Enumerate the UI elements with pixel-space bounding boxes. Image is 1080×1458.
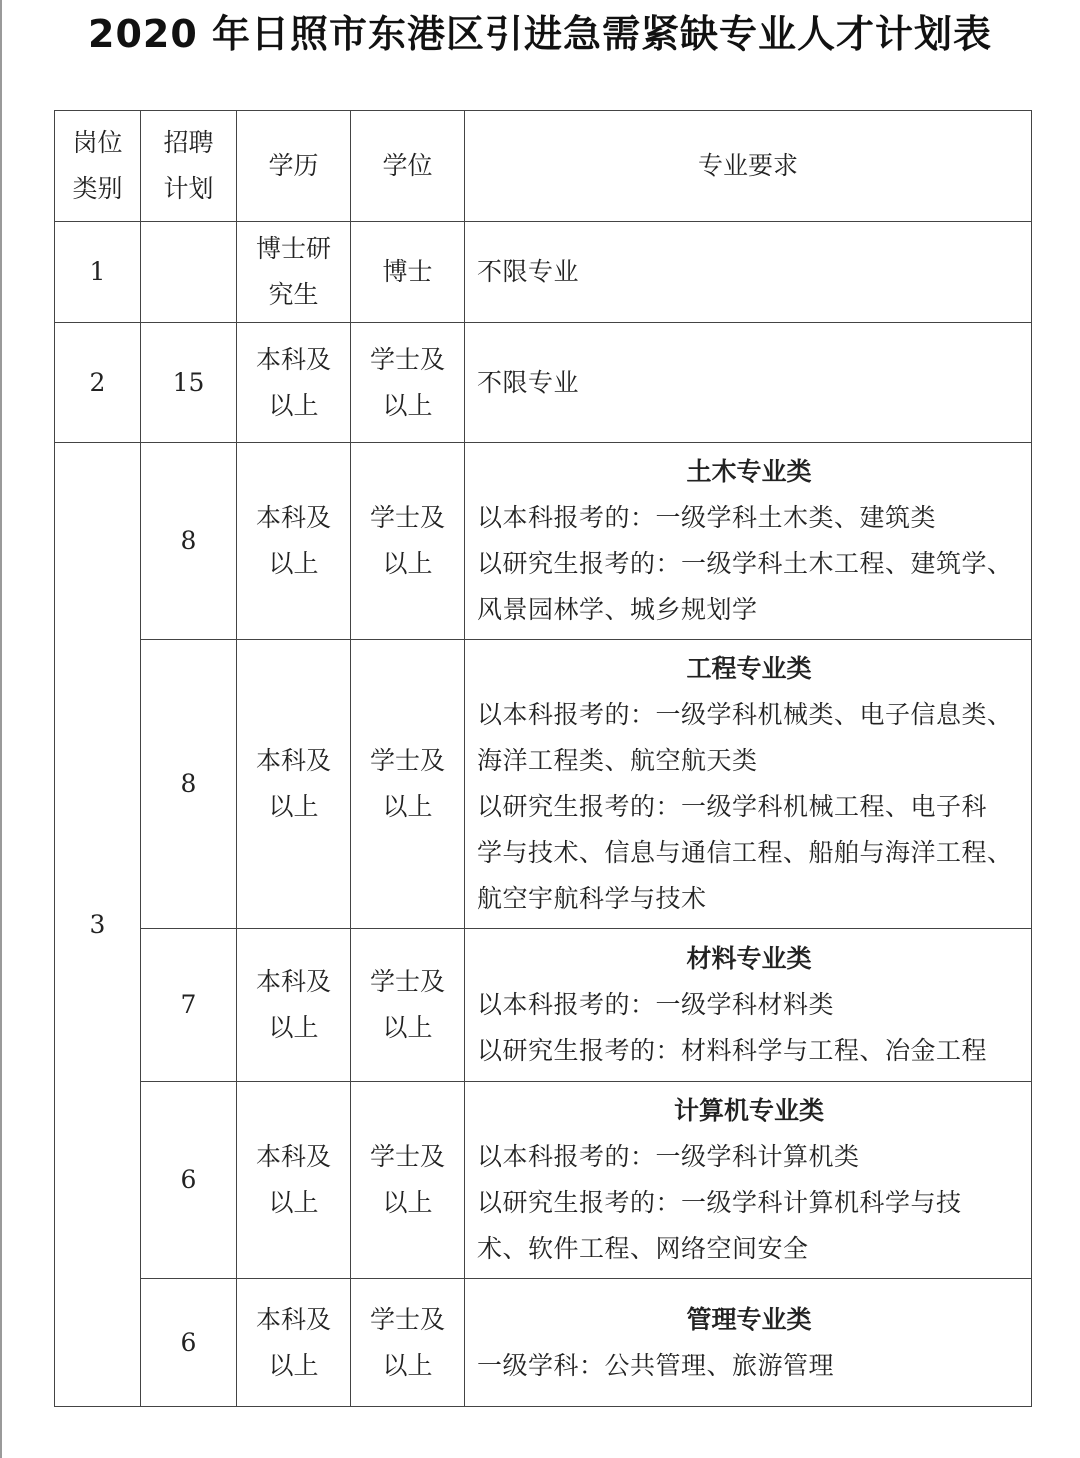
requirement-cell — [465, 222, 1032, 323]
table-header-row — [55, 111, 1032, 222]
requirement-cell — [465, 323, 1032, 443]
degree-cell: 博士 — [351, 222, 465, 323]
degree-cell: 学士及 以上 — [351, 929, 465, 1082]
education-cell: 本科及 以上 — [237, 1279, 351, 1407]
degree-cell: 学士及 以上 — [351, 1279, 465, 1407]
page-left-border — [0, 0, 2, 1458]
table-row — [55, 1279, 1032, 1407]
plan-cell: 6 — [141, 1279, 237, 1407]
degree-cell: 学士及 以上 — [351, 443, 465, 640]
requirement-category-title: 工程专业类 — [686, 654, 812, 683]
education-cell: 本科及 以上 — [237, 443, 351, 640]
requirement-cell — [465, 1082, 1032, 1279]
requirement-cell — [465, 1279, 1032, 1407]
plan-cell: 15 — [141, 323, 237, 443]
degree-cell: 学士及 以上 — [351, 323, 465, 443]
requirement-line: 航空宇航科学与技术 — [477, 884, 707, 913]
requirement-cell — [465, 640, 1032, 929]
plan-cell: 8 — [141, 640, 237, 929]
requirement-line: 以本科报考的：一级学科计算机类 — [477, 1142, 860, 1171]
education-cell: 本科及 以上 — [237, 323, 351, 443]
education-cell: 本科及 以上 — [237, 640, 351, 929]
requirement-category-title: 土木专业类 — [686, 457, 812, 486]
category-cell: 2 — [55, 323, 141, 443]
plan-cell: 7 — [141, 929, 237, 1082]
page-title: 2020 年日照市东港区引进急需紧缺专业人才计划表 — [88, 12, 992, 56]
education-cell: 本科及 以上 — [237, 1082, 351, 1279]
header-plan: 招聘 计划 — [141, 111, 237, 222]
header-degree: 学位 — [351, 111, 465, 222]
header-requirement: 专业要求 — [465, 111, 1032, 222]
degree-cell: 学士及 以上 — [351, 1082, 465, 1279]
table-row — [55, 1082, 1032, 1279]
table-row — [55, 323, 1032, 443]
requirement-category-title: 材料专业类 — [686, 944, 812, 973]
requirement-category-title: 计算机专业类 — [673, 1096, 824, 1125]
requirement-line: 不限专业 — [477, 367, 580, 397]
requirement-line: 以研究生报考的：材料科学与工程、冶金工程 — [477, 1036, 988, 1065]
requirement-cell — [465, 929, 1032, 1082]
requirement-line: 以研究生报考的：一级学科机械工程、电子科 — [477, 792, 988, 821]
requirement-line: 术、软件工程、网络空间安全 — [477, 1234, 809, 1263]
requirement-line: 海洋工程类、航空航天类 — [477, 746, 758, 775]
category-cell: 1 — [55, 222, 141, 323]
header-education: 学历 — [237, 111, 351, 222]
requirement-line: 风景园林学、城乡规划学 — [477, 595, 758, 624]
degree-cell: 学士及 以上 — [351, 640, 465, 929]
plan-cell: 6 — [141, 1082, 237, 1279]
table-row — [55, 640, 1032, 929]
plan-cell: 8 — [141, 443, 237, 640]
requirement-line: 以本科报考的：一级学科机械类、电子信息类、 — [477, 700, 1013, 729]
header-category: 岗位 类别 — [55, 111, 141, 222]
requirement-line: 学与技术、信息与通信工程、船舶与海洋工程、 — [477, 838, 1013, 867]
requirement-line: 以研究生报考的：一级学科土木工程、建筑学、 — [477, 549, 1013, 578]
requirement-line: 以研究生报考的：一级学科计算机科学与技 — [477, 1188, 962, 1217]
requirement-cell — [465, 443, 1032, 640]
requirement-line: 不限专业 — [477, 257, 580, 286]
requirement-category-title: 管理专业类 — [686, 1304, 812, 1334]
education-cell: 博士研 究生 — [237, 222, 351, 323]
requirement-line: 以本科报考的：一级学科材料类 — [477, 990, 835, 1019]
table-row — [55, 443, 1032, 640]
table-row — [55, 929, 1032, 1082]
category-cell: 3 — [55, 443, 141, 1407]
plan-cell — [141, 222, 237, 323]
requirement-line: 一级学科：公共管理、旅游管理 — [477, 1350, 835, 1380]
requirement-line: 以本科报考的：一级学科土木类、建筑类 — [477, 503, 937, 532]
education-cell: 本科及 以上 — [237, 929, 351, 1082]
talent-plan-table — [54, 110, 1032, 1407]
table-row — [55, 222, 1032, 323]
